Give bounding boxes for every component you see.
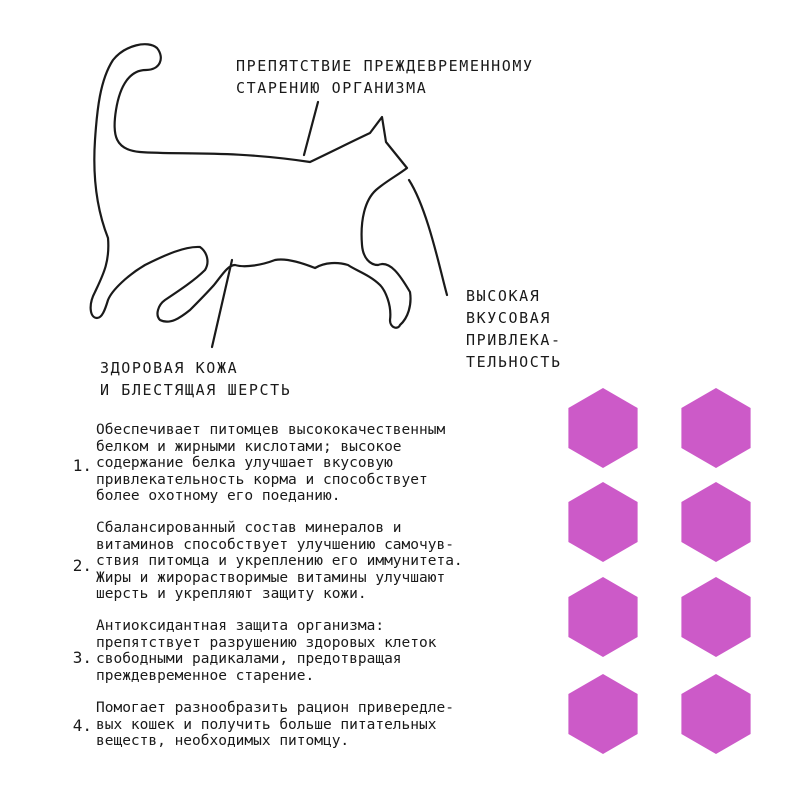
callout-high-palatability: ВЫСОКАЯ ВКУСОВАЯ ПРИВЛЕКА- ТЕЛЬНОСТЬ [466,287,562,371]
benefit-number: 1. [72,456,92,475]
benefit-text: Сбалансированный состав минералов и витаминов способствует улучшению самочув- ствия питомца и укреплению его иммунитета. Жиры и жирорастворимые витамины улучшают шерсть и укрепляют защиту кожи. [96,520,463,602]
benefit-number: 3. [72,648,92,667]
hexagon-icon [681,577,750,657]
hexagon-icon [681,388,750,468]
callout-healthy-skin-coat: ЗДОРОВАЯ КОЖА И БЛЕСТЯЩАЯ ШЕРСТЬ [100,359,292,399]
benefit-text: Антиоксидантная защита организма: препятствует разрушению здоровых клеток свободными радикалами, предотвращая преждевременное старение. [96,618,437,684]
hexagon-icon [681,482,750,562]
hexagon-icon [568,674,637,754]
hexagon-icon [568,388,637,468]
hexagon-icon [568,482,637,562]
benefit-number: 4. [72,716,92,735]
benefit-number: 2. [72,556,92,575]
benefit-text: Обеспечивает питомцев высококачественным белком и жирными кислотами; высокое содержание белка улучшает вкусовую привлекательность корма и способствует более охотному его поеданию. [96,422,446,504]
benefit-text: Помогает разнообразить рацион привередле- вых кошек и получить больше питательных веществ, необходимых питомцу. [96,700,454,749]
hexagon-icon [568,577,637,657]
callout-premature-aging: ПРЕПЯТСТВИЕ ПРЕЖДЕВРЕМЕННОМУ СТАРЕНИЮ ОРГАНИЗМА [236,57,534,97]
hexagon-icon [681,674,750,754]
